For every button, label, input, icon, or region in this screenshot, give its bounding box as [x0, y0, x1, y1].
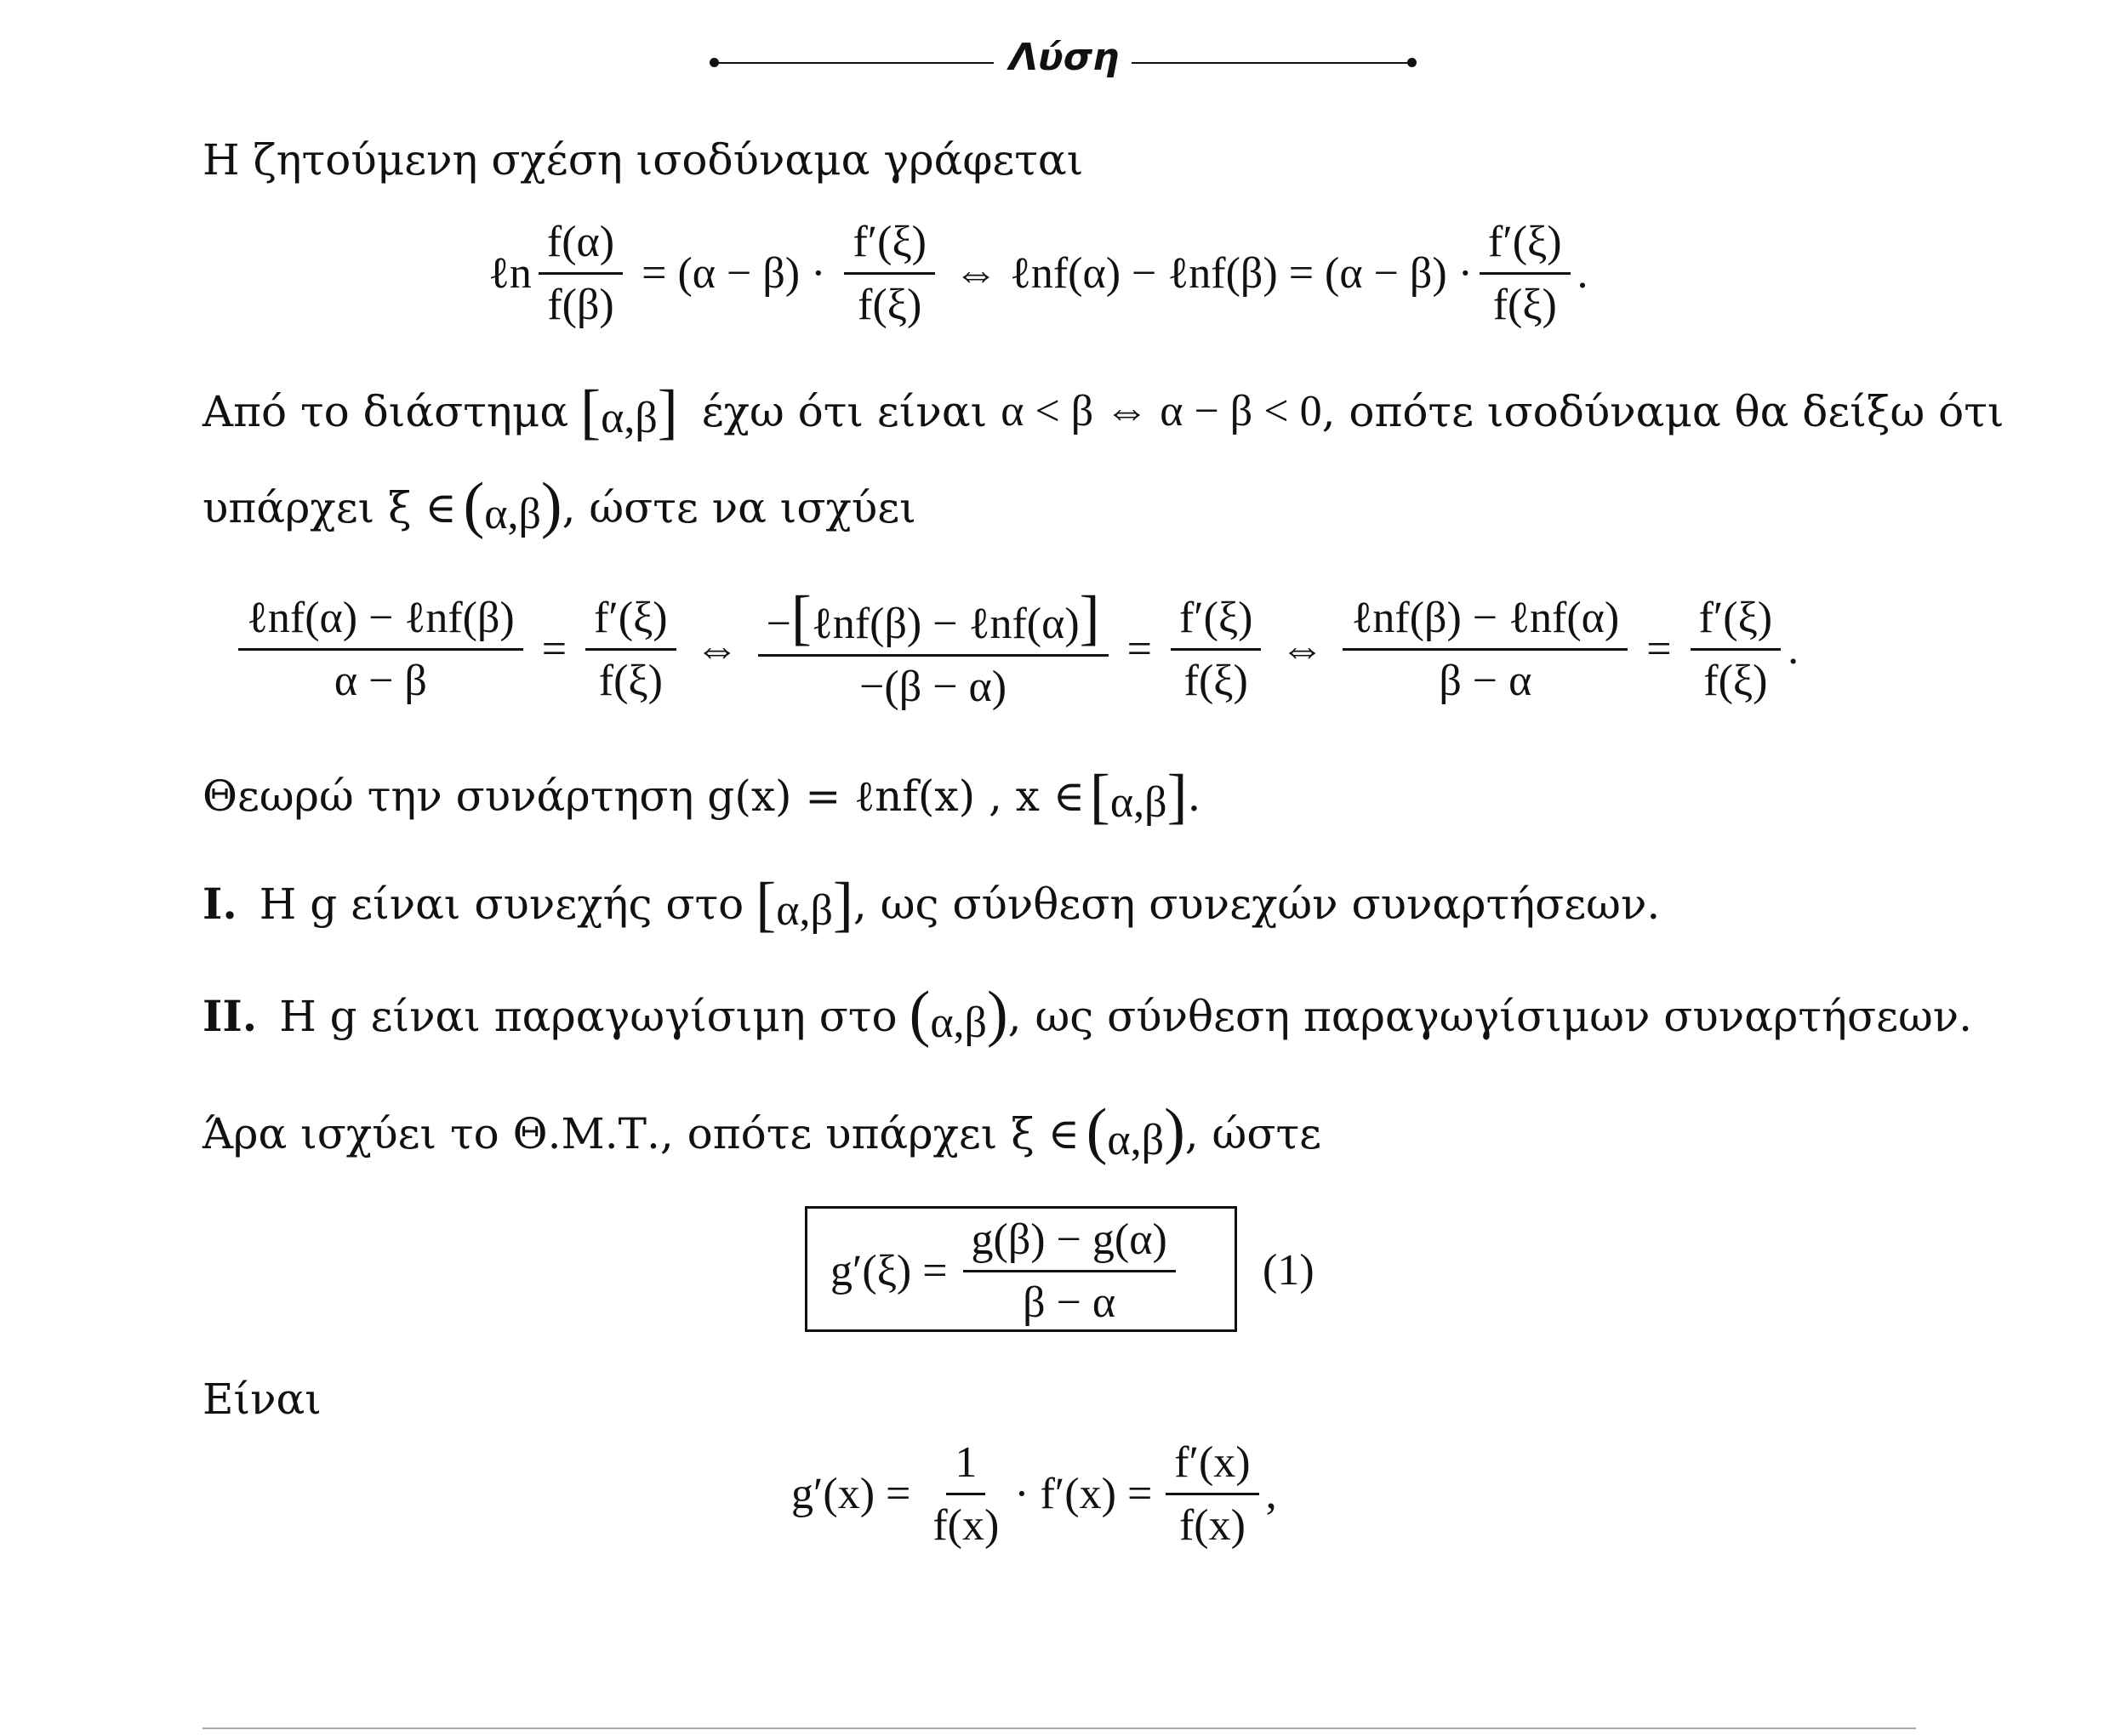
text-part: έχω ότι είναι [701, 387, 988, 436]
bracket-content: ℓnf(β) − ℓnf(α) [811, 600, 1080, 648]
fraction-fpx-fx [1166, 1437, 1258, 1551]
denominator: β − α [1439, 657, 1532, 705]
title-right-dot [1407, 58, 1417, 67]
fraction-fpxi-fxi [585, 593, 676, 706]
title-right-rule [1132, 62, 1412, 64]
denominator: β − α [1023, 1278, 1116, 1327]
open-interval: (α,β) [1086, 1096, 1185, 1166]
period: . [1187, 771, 1201, 821]
numerator: ℓnf(α) − ℓnf(β) [238, 593, 523, 651]
closed-interval: [α,β] [756, 870, 853, 938]
text-part: Άρα ισχύει το Θ.Μ.Τ., οπότε υπάρχει ξ ∈ [202, 1109, 1080, 1158]
log-difference-expression: ℓnf(α) − ℓnf(β) = (α − β) · [1009, 249, 1473, 298]
interval-content: α,β [930, 999, 988, 1047]
times-fpx: · f′(x) = [1014, 1470, 1153, 1518]
list-item-continuity [202, 870, 1661, 938]
fraction-fpxi-fxi-2 [1171, 593, 1262, 706]
denominator: f(β) [547, 281, 614, 329]
numerator: f′(x) [1166, 1437, 1258, 1495]
equation-label: (1) [1263, 1246, 1314, 1295]
interval-content: α,β [1107, 1116, 1165, 1164]
period: . [1788, 625, 1799, 674]
list-item-differentiability [202, 979, 1973, 1049]
period: . [1577, 249, 1588, 298]
interval-sentence [202, 378, 2004, 446]
minus-sign: − [766, 600, 791, 648]
fraction-fpxi-fxi [844, 217, 935, 330]
text-part: , οπότε ισοδύναμα θα δείξω ότι [1321, 387, 2004, 436]
text-part: Θεωρώ την συνάρτηση g(x) = ℓnf(x) , x ∈ [202, 771, 1085, 821]
numerator: f′(ξ) [1171, 593, 1262, 651]
text-part: Η g είναι παραγωγίσιμη στο [279, 992, 898, 1041]
interval-content: α,β [776, 886, 833, 935]
numerator: f′(ξ) [1691, 593, 1782, 651]
equals-sign: = [1126, 625, 1152, 674]
numerator: f′(ξ) [1480, 217, 1571, 275]
text-part: , ως σύνθεση παραγωγίσιμων συναρτήσεων. [1007, 992, 1973, 1041]
denominator: f(ξ) [1183, 657, 1248, 705]
intro-text: Η ζητούμενη σχέση ισοδύναμα γράφεται [202, 135, 1084, 185]
derivative-intro: Είναι [202, 1375, 322, 1424]
page-title: Λύση [1009, 36, 1120, 79]
fraction-reversed [1343, 593, 1628, 706]
inequality: α < β ⇔ α − β < 0 [1001, 387, 1322, 435]
numerator: g(β) − g(α) [963, 1215, 1176, 1272]
fraction-negated [758, 583, 1109, 712]
lhs: g′(ξ) = [830, 1247, 948, 1295]
numerator: −[ℓnf(β) − ℓnf(α)] [758, 587, 1109, 657]
denominator: f(ξ) [1492, 281, 1557, 329]
text-part: υπάρχει ξ ∈ [202, 483, 457, 532]
fraction-fpxi-fxi-2 [1480, 217, 1571, 330]
lhs: g′(x) = [791, 1470, 911, 1518]
denominator: −(β − α) [859, 663, 1007, 711]
numerator: f(α) [539, 217, 623, 275]
equation-1 [488, 217, 1588, 330]
title-left-rule [715, 62, 994, 64]
equals-sign: = [1646, 625, 1672, 674]
item-label: II. [202, 991, 258, 1041]
numerator: 1 [946, 1437, 985, 1495]
iff-symbol: ⇔ [694, 625, 739, 674]
text-part: Από το διάστημα [202, 387, 569, 436]
open-interval: (α,β) [909, 979, 1008, 1049]
denominator: f(ξ) [598, 657, 663, 705]
equation-3 [791, 1437, 1277, 1551]
text-part: , ώστε [1184, 1109, 1322, 1158]
fraction-fa-fb [539, 217, 623, 330]
denominator: f(ξ) [858, 281, 922, 329]
text-part: Η g είναι συνεχής στο [259, 879, 744, 929]
fraction-mvt [963, 1215, 1176, 1328]
numerator: ℓnf(β) − ℓnf(α) [1343, 593, 1628, 651]
footer-rule [202, 1727, 1916, 1729]
fraction-one-over-fx [924, 1437, 1007, 1551]
interval-content: α,β [484, 490, 541, 538]
fraction-logdiff-over-diff [238, 593, 523, 706]
exists-sentence [202, 470, 916, 540]
equals-expression: = (α − β) · [642, 249, 826, 298]
ln-symbol: ℓn [488, 249, 532, 298]
function-definition [202, 762, 1201, 830]
mvt-sentence [202, 1096, 1322, 1166]
interval-content: α,β [601, 394, 658, 442]
interval-content: α,β [1109, 778, 1167, 827]
numerator: f′(ξ) [844, 217, 935, 275]
equation-2 [231, 583, 1799, 712]
denominator: f(x) [932, 1501, 1000, 1550]
iff-symbol: ⇔ [1280, 625, 1325, 674]
equals-sign: = [541, 625, 567, 674]
closed-interval: [α,β] [580, 378, 678, 446]
denominator: α − β [334, 657, 427, 705]
comma: , [1265, 1470, 1277, 1518]
closed-interval: [α,β] [1089, 762, 1188, 830]
item-label: I. [202, 879, 237, 929]
fraction-fpxi-fxi-3 [1691, 593, 1782, 706]
numerator: f′(ξ) [585, 593, 676, 651]
boxed-equation [830, 1215, 1183, 1328]
open-interval: (α,β) [463, 470, 562, 540]
denominator: f(x) [1178, 1501, 1246, 1550]
denominator: f(ξ) [1703, 657, 1768, 705]
iff-symbol: ⇔ [953, 249, 998, 298]
text-part: , ως σύνθεση συνεχών συναρτήσεων. [853, 879, 1661, 929]
text-part: , ώστε να ισχύει [562, 483, 916, 532]
